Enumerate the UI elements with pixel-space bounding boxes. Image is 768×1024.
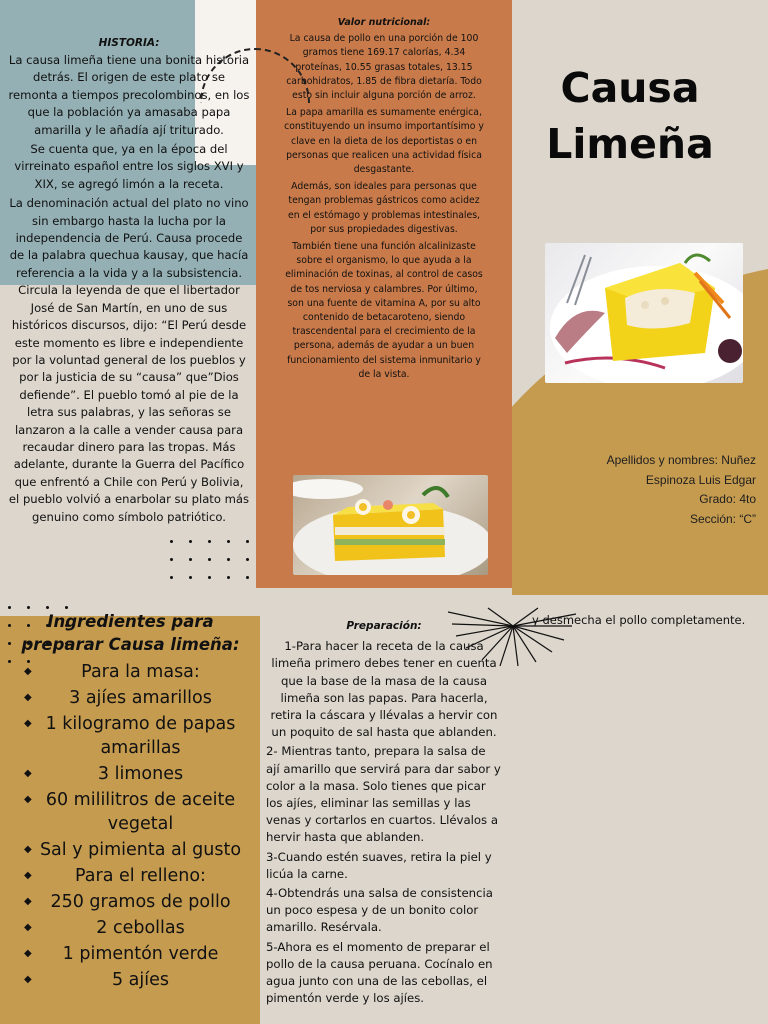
prep-step-5: 5-Ahora es el momento de preparar el pollo de la causa peruana. Cocínalo en agua junto con una de las cebollas, el pimentón verde y los ajíes. — [266, 939, 493, 1006]
title-line-1: Causa — [560, 64, 700, 112]
prep-step-1: 1-Para hacer la receta de la causa limeña primero debes tener en cuenta que la base de la masa de la causa limeña son las papas. Para hacerla, retira la cáscara y llévalas a hervir con un poquito de sal hasta que ablanden. — [270, 639, 498, 740]
nutricional-paragraph-4: Además, son ideales para personas que tengan problemas gástricos como acidez en el estómago y problemas intestinales, por sus propiedades digestivas. — [287, 181, 481, 235]
ingredient-item: ◆ 1 kilogramo de papas amarillas — [8, 712, 253, 760]
student-info — [600, 451, 756, 529]
ingredientes-section — [8, 610, 253, 994]
ingredient-item: ◆ 3 ajíes amarillos — [8, 686, 253, 710]
historia-section — [8, 36, 250, 528]
nutricional-heading: Valor nutricional: — [337, 17, 431, 28]
student-grade: Grado: 4to — [699, 492, 756, 506]
historia-paragraph-3: La denominación actual del plato no vino sin embargo hasta la lucha por la independencia de Perú. Causa procede de la palabra quechua kausay, que hacía referencia a la vida y a la subsistencia. Circula la leyenda de que el libertador José de San Martín, en uno de sus históricos discursos, dijo: “El Perú desde este momento es libre e independiente por la voluntad general de los pueblos y por la justicia de su “causa” que”Dios defiende”. El pueblo tomó al pie de la letra sus palabras, y las señoras se lanzaron a la calle a vender causa para recaudar dinero para las tropas. Más adelante, durante la Guerra del Pacífico que enfrentó a Chile con Perú y Bolivia, el pueblo volvió a enarbolar su plato más genuino como símbolo patriótico. — [8, 196, 250, 524]
causa-photo-main — [545, 243, 743, 383]
ingredient-item: ◆ 3 limones — [8, 762, 253, 786]
title-line-2: Limeña — [546, 120, 714, 168]
historia-paragraph-2: Se cuenta que, ya en la época del virreinato español entre los siglos XVI y XIX, se agregó limón a la receta. — [14, 142, 244, 191]
preparacion-section — [266, 618, 502, 1009]
nutricional-paragraph-1: La causa de pollo en una porción de 100 gramos tiene 169.17 calorías, 4.34 — [289, 33, 479, 59]
ingredient-item: ◆ Para la masa: — [8, 660, 253, 684]
ingredient-item: ◆ 5 ajíes — [8, 968, 253, 992]
student-section: Sección: “C” — [689, 511, 756, 526]
causa-photo-secondary — [293, 475, 488, 575]
prep-step-2: 2- Mientras tanto, prepara la salsa de ají amarillo que servirá para dar sabor y color a la masa. Solo tienes que picar los ajíes, eliminar las semillas y las venas y cortarlos en cuartos. Llévalos a hervir hasta que ablanden. — [266, 744, 501, 845]
nutricional-section — [284, 16, 484, 385]
historia-heading: HISTORIA: — [98, 37, 160, 49]
ingredientes-heading: Ingredientes para preparar Causa limeña: — [21, 612, 240, 654]
ingredient-item: ◆ 250 gramos de pollo — [8, 890, 253, 914]
ingredientes-list — [8, 660, 253, 992]
prep-continuation: y desmecha el pollo completamente. — [532, 613, 746, 627]
historia-paragraph-1: La causa limeña tiene una bonita historia detrás. El origen de este plato se remonta a tiempos precolombinos, en los que la población ya amasaba papa amarilla y le añadía ají triturado. — [8, 53, 250, 137]
student-name-line-1: Apellidos y nombres: Nuñez — [606, 453, 756, 467]
nutricional-paragraph-3: La papa amarilla es sumamente enérgica, constituyendo un insumo importantísimo y clave en la dieta de los deportistas o en personas que realicen una actividad física desgastante. — [284, 107, 484, 176]
student-name-line-2: Espinoza Luis Edgar — [645, 472, 756, 487]
ingredient-item: ◆ Para el relleno: — [8, 864, 253, 888]
preparacion-heading: Preparación: — [346, 620, 422, 632]
nutricional-paragraph-2: proteínas, 10.55 grasas totales, 13.15 carbohidratos, 1.85 de fibra dietaría. Todo esto sin incluir alguna porción de arroz. — [286, 61, 482, 102]
ingredient-item: ◆ Sal y pimienta al gusto — [8, 838, 253, 862]
ingredient-item: ◆ 60 mililitros de aceite vegetal — [8, 788, 253, 836]
page-title — [530, 60, 730, 172]
prep-step-3: 3-Cuando estén suaves, retira la piel y licúa la carne. — [266, 849, 492, 881]
ingredient-item: ◆ 1 pimentón verde — [8, 942, 253, 966]
nutricional-paragraph-5: También tiene una función alcalinizaste sobre el organismo, lo que ayuda a la eliminación de toxinas, al control de casos de tos nerviosa y calambres. Por último, son una fuente de vitamina A, por su alto contenido de betacaroteno, siendo trascendental para el crecimiento de la persona, además de ayudar a un buen funcionamiento del sistema inmunitario y de la vista. — [285, 241, 483, 380]
ingredient-item: ◆ 2 cebollas — [8, 916, 253, 940]
prep-step-4: 4-Obtendrás una salsa de consistencia un poco espesa y de un bonito color amarillo. Resérvala. — [266, 886, 493, 935]
